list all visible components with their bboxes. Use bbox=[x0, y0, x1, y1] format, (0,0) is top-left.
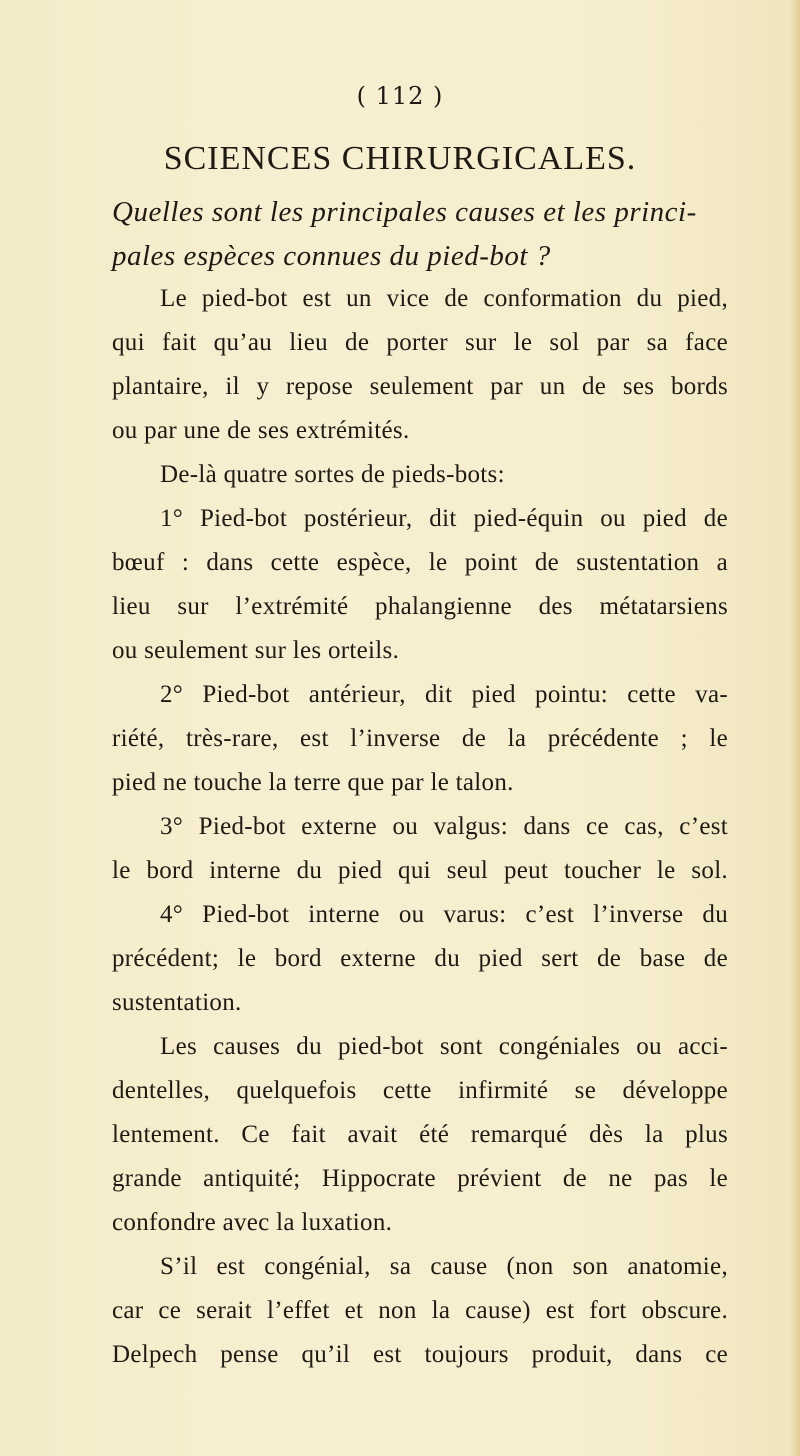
page-number: ( 112 ) bbox=[356, 82, 444, 110]
question-line: Quelles sont les principales causes et les princi- bbox=[112, 196, 697, 228]
text-line: lentement. Ce fait avait été remarqué dès la plus bbox=[112, 1121, 728, 1148]
text-line: pied ne touche la terre que par le talon. bbox=[112, 769, 514, 796]
text-line: dentelles, quelquefois cette infirmité se développe bbox=[112, 1077, 728, 1104]
text-line: qui fait qu’au lieu de porter sur le sol par sa face bbox=[112, 329, 728, 356]
section-title: SCIENCES CHIRURGICALES. bbox=[163, 140, 637, 177]
text-line: ou seulement sur les orteils. bbox=[112, 637, 400, 664]
text-line: sustentation. bbox=[112, 989, 242, 1016]
text-line: Les causes du pied-bot sont congéniales ou acci- bbox=[160, 1033, 728, 1060]
text-line: 1° Pied-bot postérieur, dit pied-équin ou pied de bbox=[160, 505, 728, 532]
text-line: S’il est congénial, sa cause (non son anatomie, bbox=[160, 1253, 728, 1280]
text-line: plantaire, il y repose seulement par un de ses bords bbox=[112, 373, 728, 400]
text-line: riété, très-rare, est l’inverse de la précédente ; le bbox=[112, 725, 728, 752]
text-line: précédent; le bord externe du pied sert de base de bbox=[112, 945, 728, 972]
page-edge-shadow bbox=[790, 0, 800, 1456]
text-line: grande antiquité; Hippocrate prévient de ne pas le bbox=[112, 1165, 728, 1192]
text-line: le bord interne du pied qui seul peut toucher le sol. bbox=[112, 857, 728, 884]
question-line: pales espèces connues du pied-bot ? bbox=[112, 240, 551, 272]
text-line: car ce serait l’effet et non la cause) est fort obscure. bbox=[112, 1297, 728, 1324]
text-line: De-là quatre sortes de pieds-bots: bbox=[160, 461, 505, 488]
text-line: 2° Pied-bot antérieur, dit pied pointu: cette va- bbox=[160, 681, 728, 708]
text-line: 3° Pied-bot externe ou valgus: dans ce cas, c’est bbox=[160, 813, 728, 840]
text-line: 4° Pied-bot interne ou varus: c’est l’inverse du bbox=[160, 901, 728, 928]
question-heading bbox=[112, 190, 712, 278]
text-line: Delpech pense qu’il est toujours produit, dans ce bbox=[112, 1341, 728, 1368]
body-text bbox=[112, 277, 728, 1377]
text-line: bœuf : dans cette espèce, le point de sustentation a bbox=[112, 549, 728, 576]
text-line: ou par une de ses extrémités. bbox=[112, 417, 410, 444]
text-line: Le pied-bot est un vice de conformation du pied, bbox=[160, 285, 728, 312]
text-line: lieu sur l’extrémité phalangienne des métatarsiens bbox=[112, 593, 728, 620]
text-line: confondre avec la luxation. bbox=[112, 1209, 393, 1236]
